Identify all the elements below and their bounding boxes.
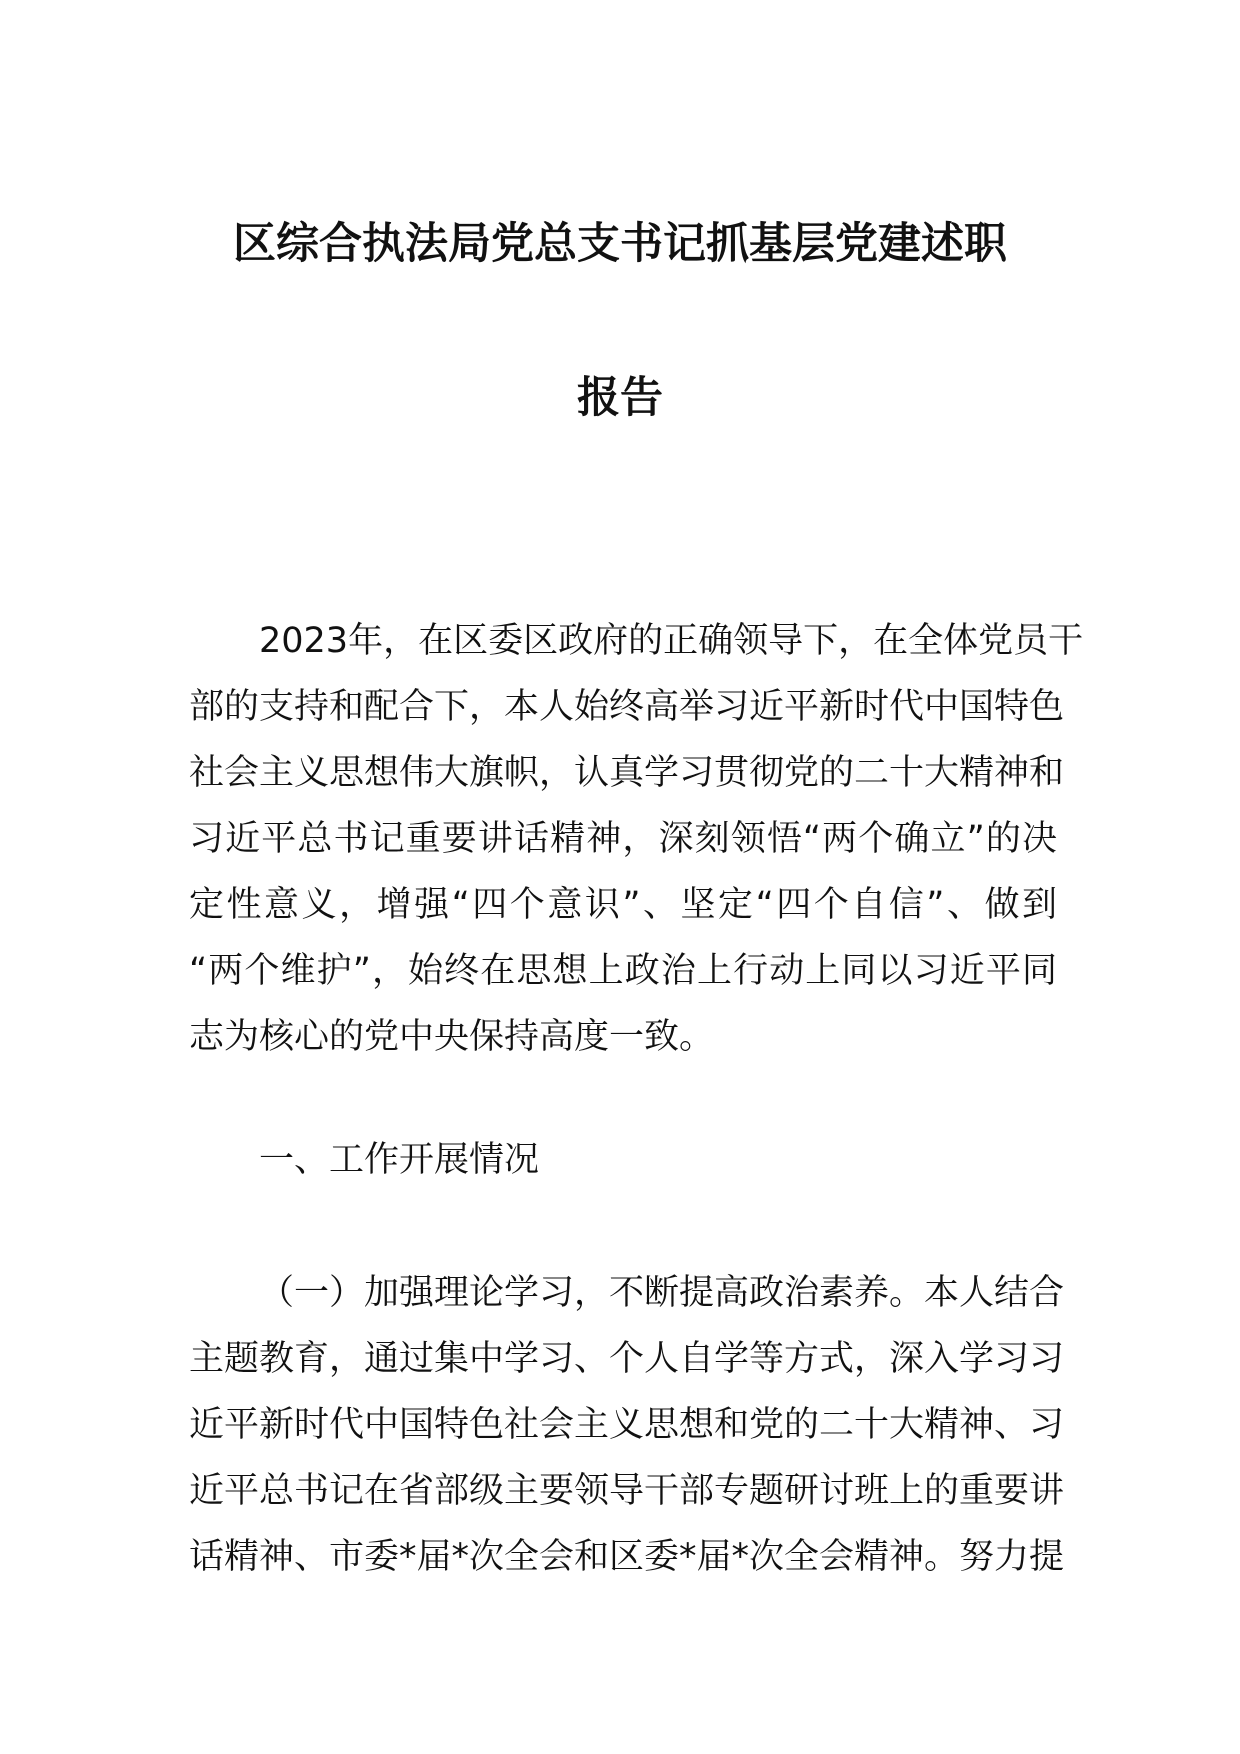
- paragraph-line: “两个维护”，始终在思想上政治上行动上同以习近平同: [189, 951, 1057, 991]
- paragraph-line: 志为核心的党中央保持高度一致。: [189, 1017, 715, 1057]
- section-heading: 一、工作开展情况: [259, 1140, 540, 1180]
- paragraph-line: （一）加强理论学习，不断提高政治素养。本人结合: [259, 1273, 1065, 1313]
- title-line-2: 报告: [577, 373, 663, 423]
- paragraph-line: 习近平总书记重要讲话精神，深刻领悟“两个确立”的决: [189, 819, 1057, 859]
- paragraph-line: 定性意义，增强“四个意识”、坚定“四个自信”、做到: [189, 885, 1057, 925]
- paragraph-line: 部的支持和配合下，本人始终高举习近平新时代中国特色: [189, 687, 1065, 727]
- paragraph-line: 话精神、市委*届*次全会和区委*届*次全会精神。努力提: [189, 1537, 1065, 1577]
- paragraph-line: 2023年，在区委区政府的正确领导下，在全体党员干: [259, 621, 1084, 661]
- title-line-1: 区综合执法局党总支书记抓基层党建述职: [233, 219, 1007, 269]
- paragraph-line: 近平新时代中国特色社会主义思想和党的二十大精神、习: [189, 1405, 1065, 1445]
- paragraph-line: 社会主义思想伟大旗帜，认真学习贯彻党的二十大精神和: [189, 753, 1065, 793]
- paragraph-line: 近平总书记在省部级主要领导干部专题研讨班上的重要讲: [189, 1471, 1065, 1511]
- paragraph-line: 主题教育，通过集中学习、个人自学等方式，深入学习习: [189, 1339, 1065, 1379]
